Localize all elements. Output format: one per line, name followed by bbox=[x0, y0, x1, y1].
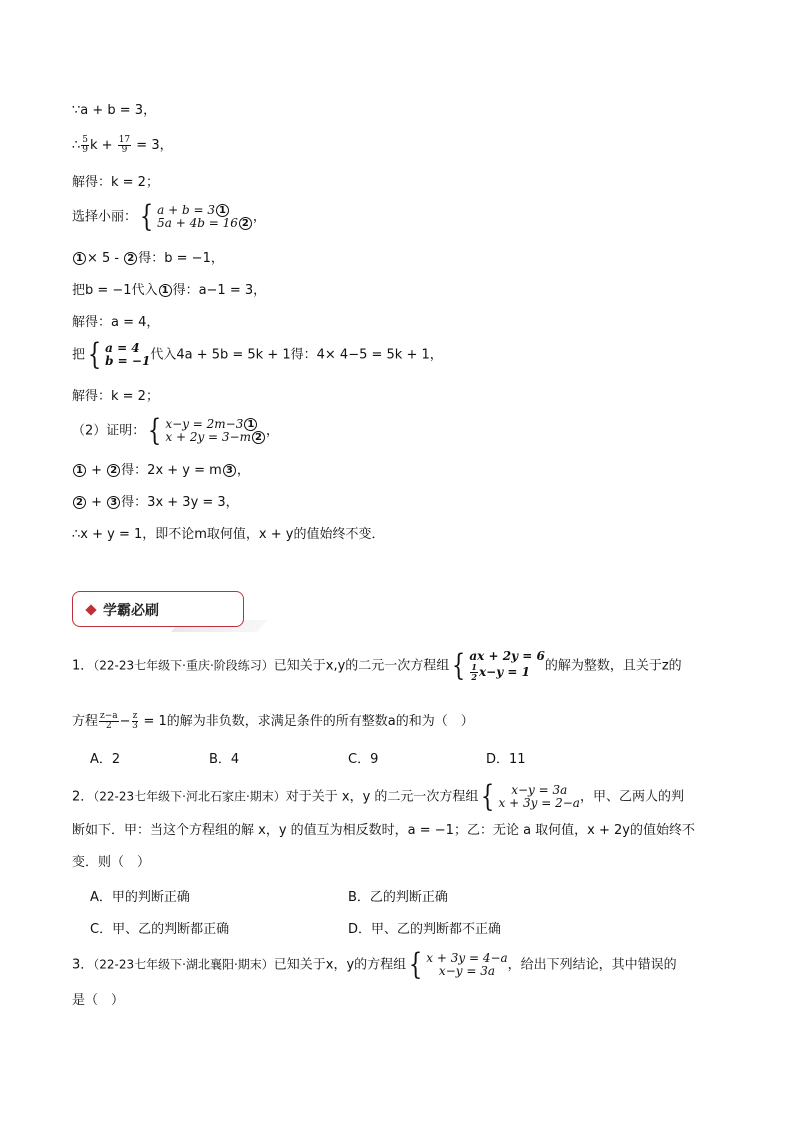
diamond-icon bbox=[85, 604, 96, 615]
section-title: 学霸必刷 bbox=[103, 603, 159, 619]
equation-system: { x−y = 3a x + 3y = 2−a bbox=[481, 779, 580, 814]
q2-line-1: 2．（22-23七年级下·河北石家庄·期末）对于关于 x，y 的二元一次方程组 { x−y = 3a x + 3y = 2−a ，甲、乙两人的判 bbox=[72, 779, 684, 814]
solution-line-3: 解得：k = 2； bbox=[72, 175, 159, 190]
q2-option-d: D．甲、乙的判断都不正确 bbox=[348, 922, 502, 937]
q2-option-c: C．甲、乙的判断都正确 bbox=[90, 922, 230, 937]
solution-line-2: ∴ $\frac{5}{9}$ k + $\frac{17}{9}$ = 3， bbox=[72, 135, 173, 155]
q1-option-b: B．4 bbox=[209, 752, 240, 767]
solution-line-11: 1 + 2 得：2x + y = m 3 ， bbox=[72, 462, 250, 480]
equation-system: { x + 3y = 4−a x−y = 3a bbox=[409, 947, 508, 982]
solution-line-8: 把 { a = 4 b = −1 代入4a + 5b = 5k + 1得：4× 4−5 = 5k + 1， bbox=[72, 337, 443, 372]
q1-option-c: C．9 bbox=[348, 752, 379, 767]
q3-line-2: 是（ ） bbox=[72, 993, 125, 1008]
section-banner bbox=[72, 591, 244, 627]
q1-option-d: D．11 bbox=[486, 752, 526, 767]
q1-line-1: 1．（22-23七年级下·重庆·阶段练习）已知关于x,y的二元一次方程组 { ax + 2y = 6 $\frac{1}{2}$ x−y = 1 的解为整数，且关于z的 bbox=[72, 648, 682, 683]
q2-option-a: A．甲的判断正确 bbox=[90, 890, 190, 905]
equation-system: { a = 4 b = −1 bbox=[87, 337, 151, 372]
equation-system: { x−y = 2m−3 1 x + 2y = 3−m 2 bbox=[145, 418, 266, 444]
solution-line-13: ∴x + y = 1，即不论m取何值，x + y的值始终不变． bbox=[72, 527, 385, 542]
fraction: $\frac{17}{9}$ bbox=[118, 135, 131, 155]
solution-line-7: 解得：a = 4， bbox=[72, 315, 160, 330]
q2-line-3: 变．则（ ） bbox=[72, 855, 151, 870]
fraction: $\frac{z}{3}$ bbox=[132, 711, 138, 731]
solution-line-5: 1 × 5 - 2 得：b = −1， bbox=[72, 250, 224, 268]
q1-line-2: 方程 $\frac{z-a}{2}$ − $\frac{z}{3}$ = 1的解为非负数，求满足条件的所有整数a的和为（ ） bbox=[72, 711, 474, 731]
solution-line-10: （2）证明： { x−y = 2m−3 1 x + 2y = 3−m 2 ， bbox=[72, 413, 280, 448]
solution-line-9: 解得：k = 2； bbox=[72, 389, 159, 404]
solution-line-1: ∵a + b = 3， bbox=[72, 103, 157, 118]
q2-line-2: 断如下．甲：当这个方程组的解 x，y 的值互为相反数时，a = −1；乙：无论 a 取何值，x + 2y的值始终不 bbox=[72, 823, 695, 838]
fraction: $\frac{z-a}{2}$ bbox=[100, 711, 118, 731]
equation-system: { a + b = 3 1 5a + 4b = 16 2 bbox=[137, 204, 253, 230]
solution-line-4: 选择小丽： { a + b = 3 1 5a + 4b = 16 2 ， bbox=[72, 199, 266, 234]
solution-line-6: 把b = −1代入 1 得：a−1 = 3， bbox=[72, 283, 267, 298]
equation-system: { ax + 2y = 6 $\frac{1}{2}$ x−y = 1 bbox=[452, 648, 545, 683]
q3-line-1: 3．（22-23七年级下·湖北襄阳·期末）已知关于x，y的方程组 { x + 3y = 4−a x−y = 3a ，给出下列结论，其中错误的 bbox=[72, 947, 677, 982]
q2-option-b: B．乙的判断正确 bbox=[348, 890, 448, 905]
q1-option-a: A．2 bbox=[90, 752, 121, 767]
fraction: $\frac{5}{9}$ bbox=[82, 135, 89, 155]
solution-line-12: 2 + 3 得：3x + 3y = 3， bbox=[72, 494, 239, 512]
